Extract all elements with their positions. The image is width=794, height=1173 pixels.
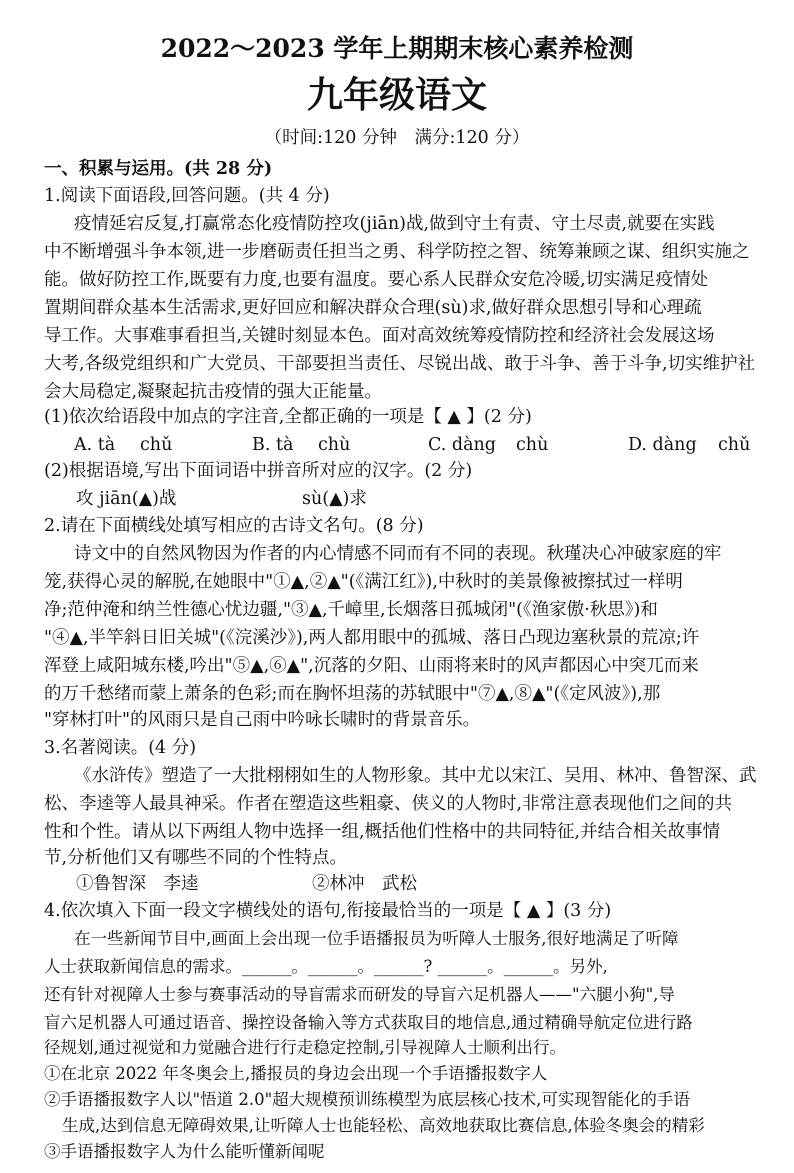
q2-passage-line: 浑登上咸阳城东楼,吟出"⑤▲,⑥▲",沉落的夕阳、山雨将来时的风声都因心中突兀而来: [44, 656, 699, 676]
q3-prompt: 3.名著阅读。(4 分): [44, 738, 197, 758]
q2-passage-line: 笼,获得心灵的解脱,在她眼中"①▲,②▲"(《满江红》),中秋时的美景像被擦拭过一样明: [44, 572, 683, 592]
q1-passage-line: 会大局稳定,凝聚起抗击疫情的强大正能量。: [44, 382, 383, 402]
q3-passage-line: 性和个性。请从以下两组人物中选择一组,概括他们性格中的共同特征,并结合相关故事情: [44, 822, 721, 842]
fill-blank-2: sù(▲)求: [302, 489, 367, 509]
q4-item: ①在北京 2022 年冬奥会上,播报员的身边会出现一个手语播报数字人: [44, 1064, 548, 1083]
q1-passage-line: 能。做好防控工作,既要有力度,也要有温度。要心系人民群众安危冷暖,切实满足疫情处: [44, 270, 709, 290]
q1-passage-line: 中不断增强斗争本领,进一步磨砺责任担当之勇、科学防控之智、统筹兼顾之谋、组织实施之: [44, 242, 750, 262]
q4-item: ②手语播报数字人以"悟道 2.0"超大规模预训练模型为底层核心技术,可实现智能化的手语: [44, 1090, 690, 1109]
option-a-letter: A. tà: [74, 435, 116, 455]
q2-passage-line: 净;范仲淹和纳兰性德心忧边疆,"③▲,千嶂里,长烟落日孤城闭"(《渔家傲·秋思》)和: [44, 600, 658, 620]
q3-group-2: ②林冲 武松: [312, 874, 417, 894]
q3-passage-line: 《水浒传》塑造了一大批栩栩如生的人物形象。其中尤以宋江、吴用、林冲、鲁智深、武: [74, 766, 757, 786]
q1-passage-line: 置期间群众基本生活需求,更好回应和解决群众合理(sù)求,做好群众思想引导和心理疏: [44, 298, 702, 318]
fill-blank-1: 攻 jiān(▲)战: [76, 489, 177, 509]
q4-passage-line: 还有针对视障人士参与赛事活动的导盲需求而研发的导盲六足机器人——"六腿小狗",导: [44, 985, 675, 1004]
q4-prompt: 4.依次填入下面一段文字横线处的语句,衔接最恰当的一项是【 ▲ 】(3 分): [44, 901, 612, 921]
q1-sub2: (2)根据语境,写出下面词语中拼音所对应的汉字。(2 分): [44, 461, 473, 481]
q2-passage-line: "④▲,半竿斜日旧关城"(《浣溪沙》),两人都用眼中的孤城、落日凸现边塞秋景的荒凉;许: [44, 628, 700, 648]
q2-passage-line: "穿林打叶"的风雨只是自己雨中吟咏长啸时的背景音乐。: [44, 710, 481, 730]
q1-passage-line: 大考,各级党组织和广大党员、干部要担当责任、尽锐出战、敢于斗争、善于斗争,切实维护社: [44, 354, 756, 374]
q3-passage-line: 节,分析他们又有哪些不同的个性特点。: [44, 848, 348, 868]
q1-passage-line: 疫情延宕反复,打赢常态化疫情防控攻(jiān)战,做到守土有责、守土尽责,就要在实践: [74, 214, 715, 234]
option-c-letter: C. dàng: [428, 435, 497, 455]
q1-prompt: 1.阅读下面语段,回答问题。(共 4 分): [44, 186, 330, 206]
option-d-pinyin: chǔ: [718, 435, 751, 455]
q4-passage-line: 在一些新闻节目中,画面上会出现一位手语播报员为听障人士服务,很好地满足了听障: [74, 929, 679, 948]
exam-title: 2022～2023 学年上期期末核心素养检测: [160, 34, 634, 63]
section-heading: 一、积累与运用。(共 28 分): [44, 159, 273, 179]
q2-prompt: 2.请在下面横线处填写相应的古诗文名句。(8 分): [44, 516, 424, 536]
q2-passage-line: 的万千愁绪而蒙上萧条的色彩;而在胸怀坦荡的苏轼眼中"⑦▲,⑧▲"(《定风波》),那: [44, 684, 661, 704]
option-b-pinyin: chù: [318, 435, 351, 455]
q3-group-1: ①鲁智深 李逵: [76, 874, 199, 894]
option-a-pinyin: chǔ: [140, 435, 173, 455]
q4-passage-line: 人士获取新闻信息的需求。______。______。______? ______。______。另外,: [44, 957, 608, 976]
q4-item-continued: 生成,达到信息无障碍效果,让听障人士也能轻松、高效地获取比赛信息,体验冬奥会的精彩: [62, 1116, 705, 1135]
q1-passage-line: 导工作。大事难事看担当,关键时刻显本色。面对高效统筹疫情防控和经济社会发展这场: [44, 326, 715, 346]
q2-passage-line: 诗文中的自然风物因为作者的内心情感不同而有不同的表现。秋瑾决心冲破家庭的牢: [74, 544, 722, 564]
option-d-letter: D. dàng: [628, 435, 697, 455]
q4-item: ③手语播报数字人为什么能听懂新闻呢: [44, 1142, 325, 1161]
q4-passage-line: 径规划,通过视觉和力觉融合进行行走稳定控制,引导视障人士顺利出行。: [44, 1038, 566, 1057]
q4-passage-line: 盲六足机器人可通过语音、操控设备输入等方式获取目的地信息,通过精确导航定位进行路: [44, 1013, 693, 1032]
q3-passage-line: 松、李逵等人最具神采。作者在塑造这些粗豪、侠义的人物时,非常注意表现他们之间的共: [44, 794, 733, 814]
option-c-pinyin: chù: [516, 435, 549, 455]
subject-title: 九年级语文: [306, 74, 487, 116]
q1-sub1: (1)依次给语段中加点的字注音,全都正确的一项是【 ▲ 】(2 分): [44, 407, 532, 427]
exam-meta: （时间:120 分钟 满分:120 分）: [264, 128, 530, 148]
option-b-letter: B. tà: [252, 435, 294, 455]
